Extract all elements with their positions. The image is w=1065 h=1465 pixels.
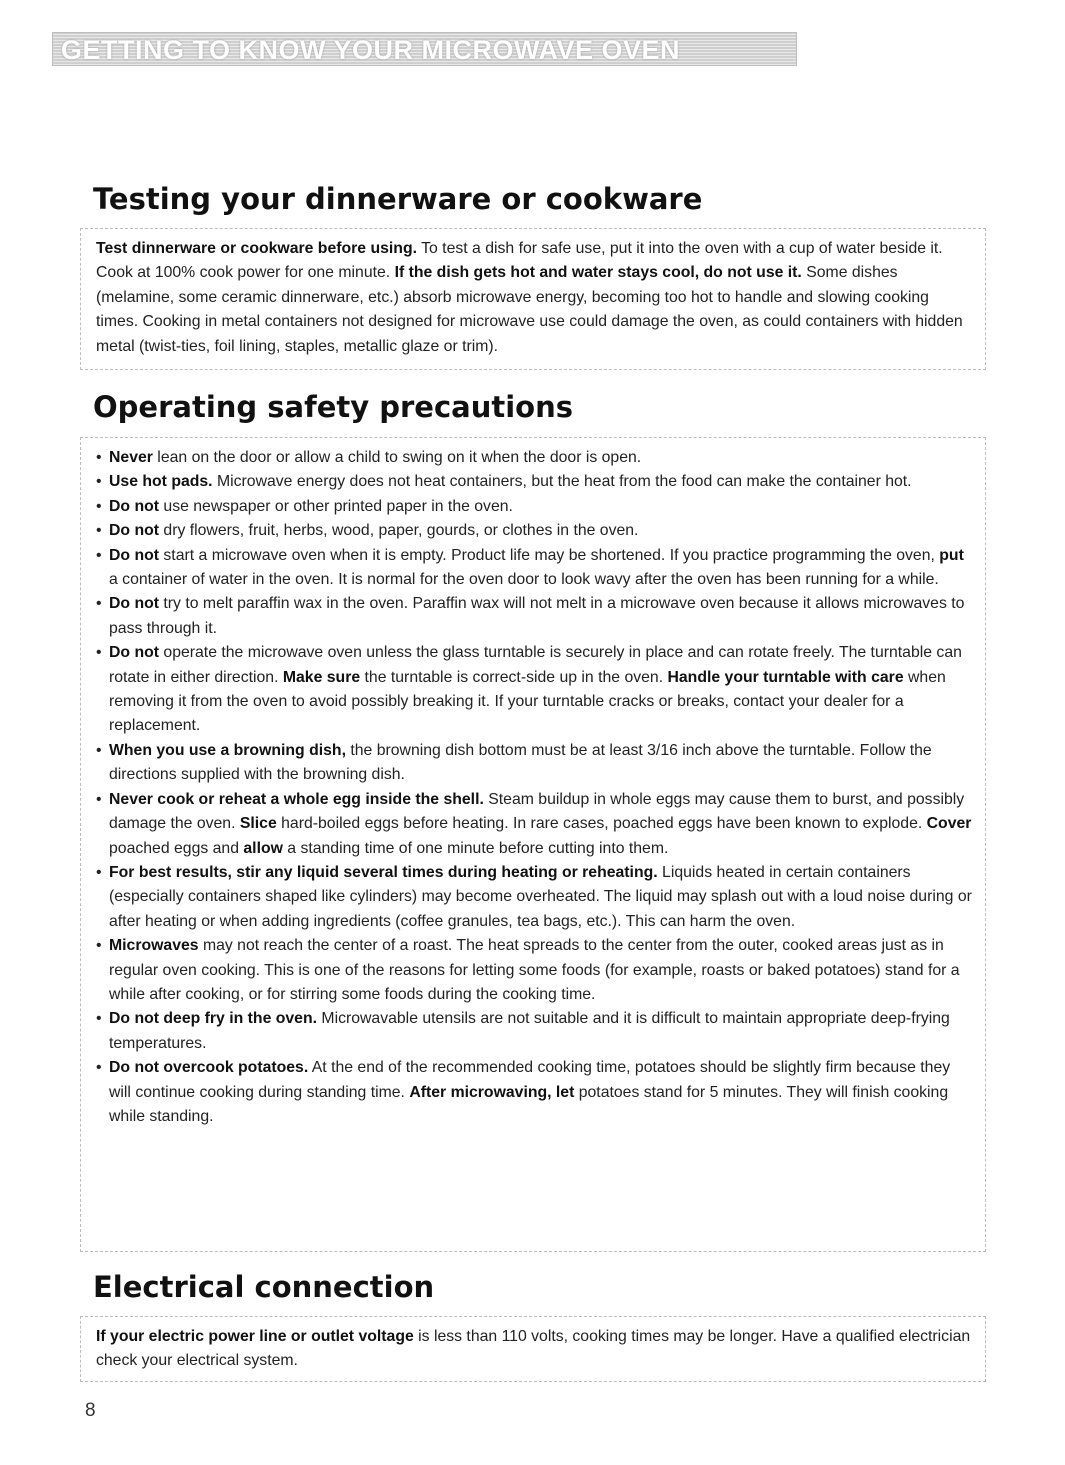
- heading-testing-dinnerware: Testing your dinnerware or cookware: [93, 182, 703, 216]
- safety-item-hot-pads: • Use hot pads. Microwave energy does not heat containers, but the heat from the food can make the container hot.: [96, 470, 973, 494]
- safety-item-browning-dish: • When you use a browning dish, the browning dish bottom must be at least 3/16 inch above the turntable. Follow the directions supplied with the browning dish.: [96, 739, 973, 788]
- safety-item-turntable: • Do not operate the microwave oven unless the glass turntable is securely in place and can rotate freely. The turntable can rotate in either direction. Make sure the turntable is correct-side up in the oven. Handle your turntable with care when removing it from the oven to avoid possibly breaking it. If your turntable cracks or breaks, contact your dealer for a replacement.: [96, 641, 973, 739]
- safety-list: [96, 446, 973, 1129]
- heading-electrical-connection: Electrical connection: [93, 1270, 435, 1304]
- page-number: 8: [85, 1400, 96, 1421]
- electrical-connection-box: [80, 1316, 986, 1382]
- safety-item-empty-oven: • Do not start a microwave oven when it is empty. Product life may be shortened. If you practice programming the oven, put a container of water in the oven. It is normal for the oven door to look wavy after the oven has been running for a while.: [96, 544, 973, 593]
- testing-paragraph: Test dinnerware or cookware before using. To test a dish for safe use, put it into the oven with a cup of water beside it. Cook at 100% cook power for one minute. If the dish gets hot and water stays cool, do not use it. Some dishes (melamine, some ceramic dinnerware, etc.) absorb microwave energy, becoming too hot to handle and slowing cooking times. Cooking in metal containers not designed for microwave use could damage the oven, as could containers with hidden metal (twist-ties, foil lining, staples, metallic glaze or trim).: [96, 240, 963, 355]
- banner-title: GETTING TO KNOW YOUR MICROWAVE OVEN: [61, 35, 681, 65]
- section-banner: [52, 32, 797, 66]
- safety-item-microwaves-roast: • Microwaves may not reach the center of a roast. The heat spreads to the center from the outer, cooked areas just as in regular oven cooking. This is one of the reasons for letting some foods (for example, roasts or baked potatoes) stand for a while after cooking, or for stirring some foods during the cooking time.: [96, 934, 973, 1007]
- safety-item-deep-fry: • Do not deep fry in the oven. Microwavable utensils are not suitable and it is difficult to maintain appropriate deep-frying temperatures.: [96, 1007, 973, 1056]
- testing-dinnerware-box: [80, 228, 986, 370]
- safety-item-never-lean: • Never lean on the door or allow a child to swing on it when the door is open.: [96, 446, 973, 470]
- safety-item-paraffin: • Do not try to melt paraffin wax in the oven. Paraffin wax will not melt in a microwave oven because it allows microwaves to pass through it.: [96, 592, 973, 641]
- safety-precautions-box: [80, 437, 986, 1252]
- safety-item-newspaper: • Do not use newspaper or other printed paper in the oven.: [96, 495, 973, 519]
- safety-item-eggs: • Never cook or reheat a whole egg inside the shell. Steam buildup in whole eggs may cause them to burst, and possibly damage the oven. Slice hard-boiled eggs before heating. In rare cases, poached eggs have been known to explode. Cover poached eggs and allow a standing time of one minute before cutting into them.: [96, 788, 973, 861]
- electrical-paragraph: If your electric power line or outlet voltage is less than 110 volts, cooking times may be longer. Have a qualified electrician check your electrical system.: [96, 1328, 971, 1370]
- safety-item-potatoes: • Do not overcook potatoes. At the end of the recommended cooking time, potatoes should be slightly firm because they will continue cooking during standing time. After microwaving, let potatoes stand for 5 minutes. They will finish cooking while standing.: [96, 1056, 973, 1129]
- safety-item-drying: • Do not dry flowers, fruit, herbs, wood, paper, gourds, or clothes in the oven.: [96, 519, 973, 543]
- safety-item-liquids: • For best results, stir any liquid several times during heating or reheating. Liquids heated in certain containers (especially containers shaped like cylinders) may become overheated. The liquid may splash out with a loud noise during or after heating or when adding ingredients (coffee granules, tea bags, etc.). This can harm the oven.: [96, 861, 973, 934]
- heading-safety-precautions: Operating safety precautions: [93, 390, 574, 424]
